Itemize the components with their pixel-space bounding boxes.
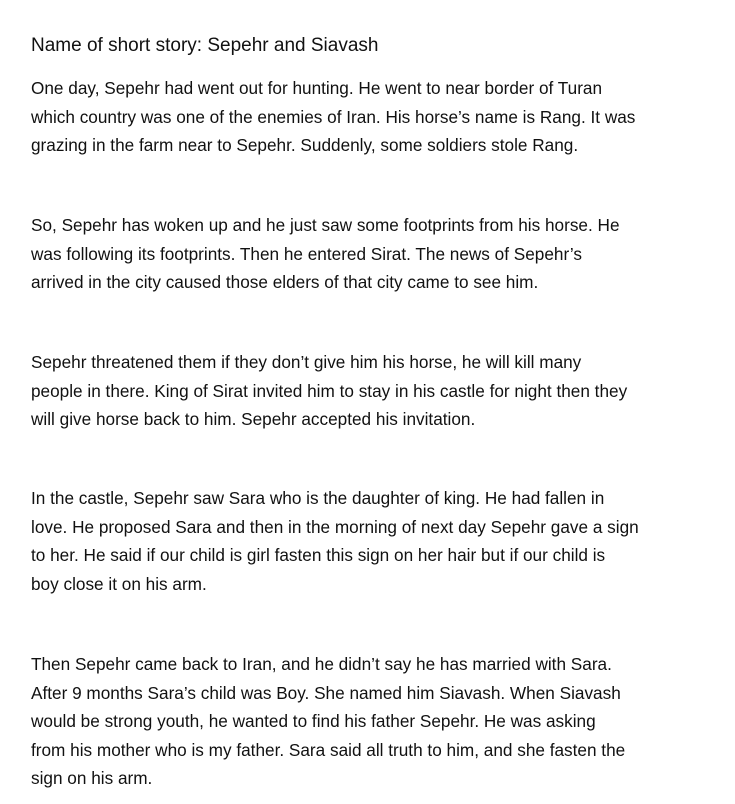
paragraph-line: arrived in the city caused those elders of that city came to see him. <box>31 272 539 292</box>
paragraph-line: Sepehr threatened them if they don’t give him his horse, he will kill many <box>31 352 582 372</box>
paragraph-1 <box>31 74 726 160</box>
paragraph-line: boy close it on his arm. <box>31 573 207 594</box>
paragraph-line: After 9 months Sara’s child was Boy. She named him Siavash. When Siavash <box>31 682 621 703</box>
paragraph-line: from his mother who is my father. Sara said all truth to him, and she fasten the <box>31 739 626 760</box>
paragraph-line: will give horse back to him. Sepehr accepted his invitation. <box>31 409 476 429</box>
paragraph-line: So, Sepehr has woken up and he just saw some footprints from his horse. He <box>31 215 620 235</box>
paragraph-line: sign on his arm. <box>31 768 153 788</box>
paragraph-line: would be strong youth, he wanted to find his father Sepehr. He was asking <box>31 711 596 731</box>
paragraph-line: In the castle, Sepehr saw Sara who is the daughter of king. He had fallen in <box>31 488 605 508</box>
paragraph-line: Then Sepehr came back to Iran, and he didn’t say he has married with Sara. <box>31 654 612 674</box>
paragraph-line: was following its footprints. Then he entered Sirat. The news of Sepehr’s <box>31 243 582 264</box>
story-title: Name of short story: Sepehr and Siavash <box>31 35 379 56</box>
paragraph-3 <box>31 348 726 434</box>
paragraph-line: love. He proposed Sara and then in the morning of next day Sepehr gave a sign <box>31 516 639 537</box>
paragraph-line: to her. He said if our child is girl fasten this sign on her hair but if our child is <box>31 545 606 565</box>
paragraph-line: people in there. King of Sirat invited him to stay in his castle for night then they <box>31 380 628 401</box>
paragraph-4 <box>31 484 726 598</box>
paragraph-2 <box>31 211 726 297</box>
paragraph-line: One day, Sepehr had went out for hunting. He went to near border of Turan <box>31 78 603 98</box>
paragraph-5 <box>31 650 726 793</box>
paragraph-line: which country was one of the enemies of Iran. His horse’s name is Rang. It was <box>31 106 636 127</box>
paragraph-line: grazing in the farm near to Sepehr. Suddenly, some soldiers stole Rang. <box>31 135 579 155</box>
